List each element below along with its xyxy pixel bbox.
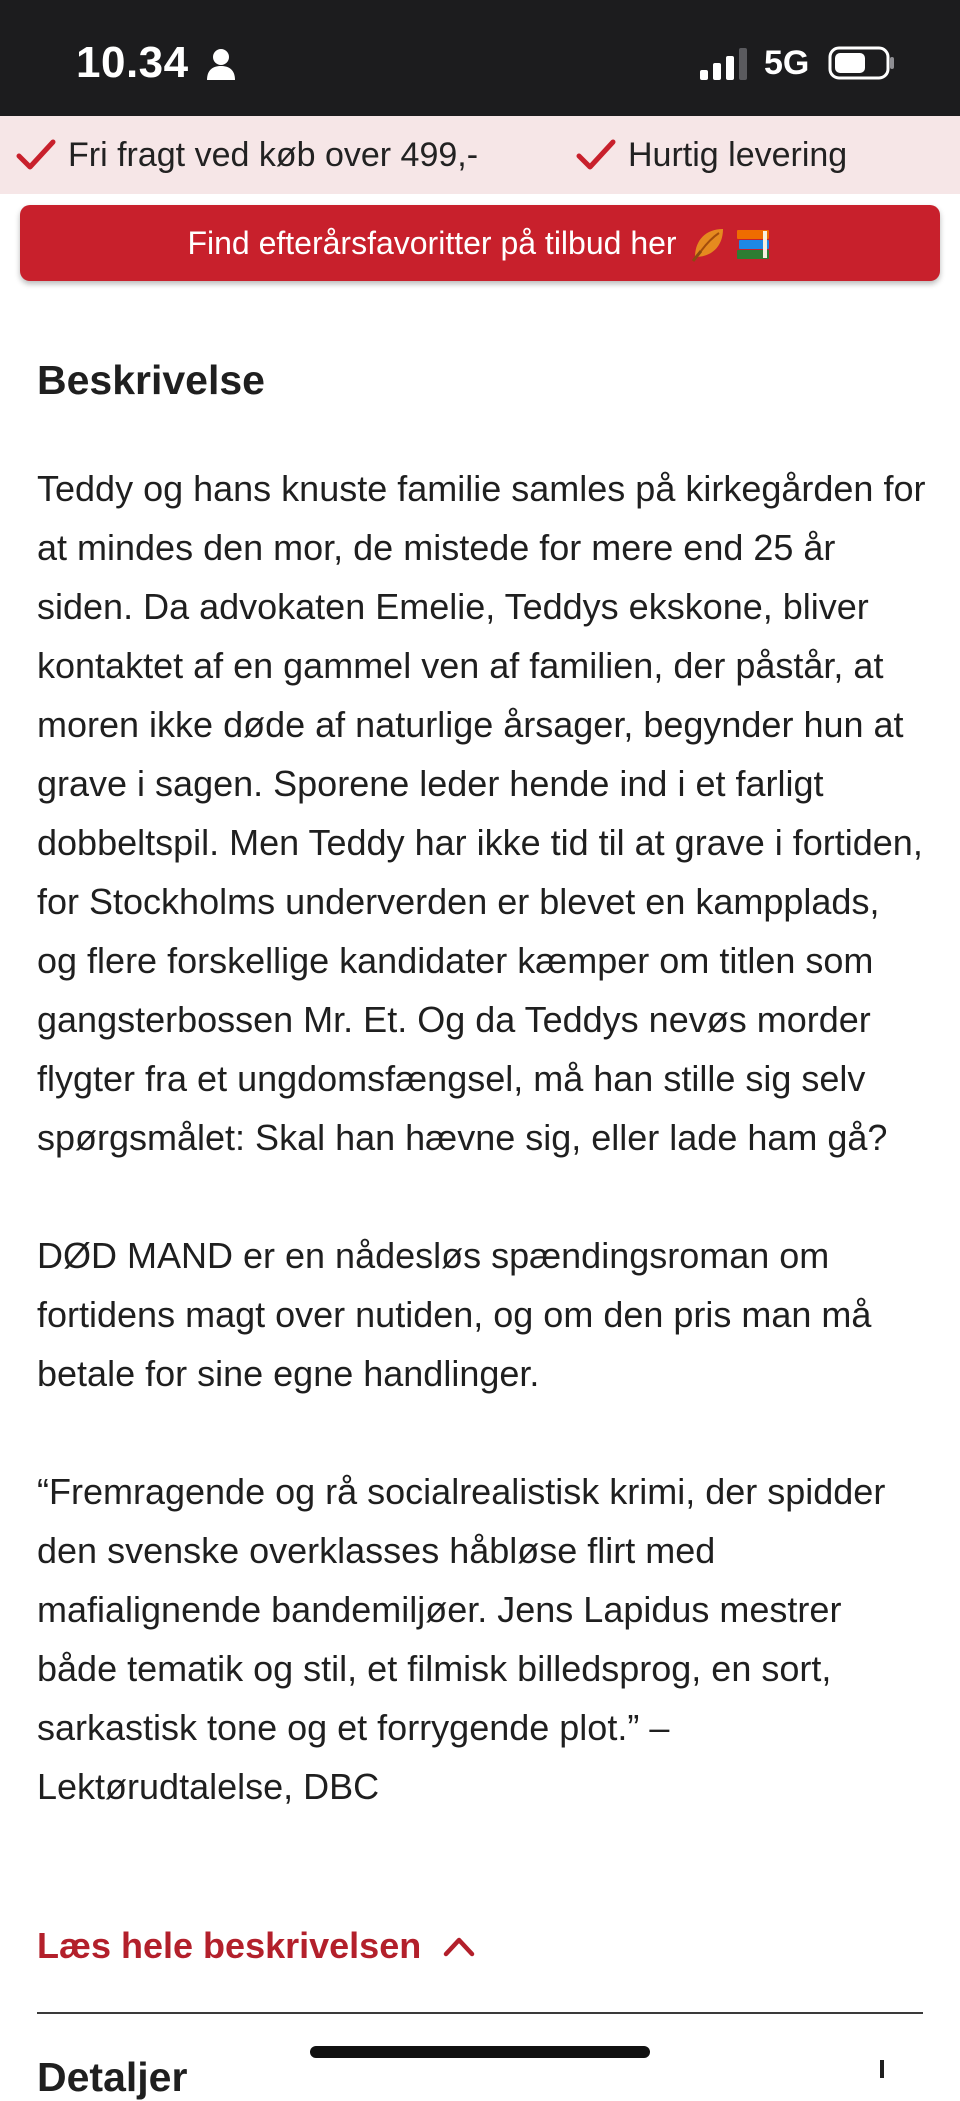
description-paragraph: Teddy og hans knuste familie samles på kirkegården for at mindes den mor, de mistede for mere end 25 år siden. Da advokaten Emelie, Teddys ekskone, bliver kontaktet af en gammel ven af familien, der påstår, at moren ikke døde af naturlige årsager, begynder hun at grave i sagen. Sporene leder hende ind i et farligt dobbeltspil. Men Teddy har ikke tid til at grave i fortiden, for Stockholms underverden er blevet en kampplads, og flere forskellige kandidater kæmper om titlen som gangsterbossen Mr. Et. Og da Teddys nevøs morder flygter fra et ungdomsfængsel, må han stille sig selv spørgsmålet: Skal han hævne sig, eller lade ham gå? bbox=[37, 468, 926, 1158]
usp-item-fast-delivery bbox=[576, 116, 847, 194]
chevron-up-icon bbox=[443, 1935, 475, 1957]
check-icon bbox=[576, 138, 616, 172]
description-text bbox=[37, 459, 927, 1816]
accordion-toggle-icon bbox=[880, 2060, 884, 2078]
read-more-label: Læs hele beskrivelsen bbox=[37, 1925, 422, 1966]
promo-emoji bbox=[689, 223, 773, 263]
status-bar bbox=[0, 0, 960, 116]
books-icon bbox=[733, 223, 773, 263]
home-indicator[interactable] bbox=[310, 2046, 650, 2058]
check-icon bbox=[16, 138, 56, 172]
description-paragraph: “Fremragende og rå socialrealistisk krimi, der spidder den svenske overklasses håbløse flirt med mafialignende bandemiljøer. Jens Lapidus mestrer både tematik og stil, et filmisk billedsprog, en sort, sarkastisk tone og et forrygende plot.” – Lektørudtalelse, DBC bbox=[37, 1471, 886, 1807]
usp-item-free-shipping bbox=[16, 116, 478, 194]
person-icon bbox=[206, 48, 236, 80]
promo-label: Find efterårsfavoritter på tilbud her bbox=[187, 224, 677, 261]
usp-label: Fri fragt ved køb over 499,- bbox=[68, 135, 479, 174]
section-title-description: Beskrivelse bbox=[37, 357, 265, 403]
read-more-toggle[interactable] bbox=[37, 1916, 475, 1976]
status-time: 10.34 bbox=[76, 38, 189, 87]
network-label: 5G bbox=[764, 44, 810, 82]
promo-banner-button[interactable] bbox=[20, 205, 940, 281]
usp-bar bbox=[0, 116, 960, 194]
autumn-leaf-icon bbox=[689, 223, 729, 263]
description-paragraph: DØD MAND er en nådesløs spændingsroman om fortidens magt over nutiden, og om den pris man må betale for sine egne handlinger. bbox=[37, 1235, 872, 1394]
signal-icon bbox=[700, 48, 750, 80]
section-title-details: Detaljer bbox=[37, 2054, 188, 2100]
usp-label: Hurtig levering bbox=[628, 135, 848, 174]
section-divider bbox=[37, 2012, 923, 2014]
battery-icon bbox=[828, 46, 896, 80]
